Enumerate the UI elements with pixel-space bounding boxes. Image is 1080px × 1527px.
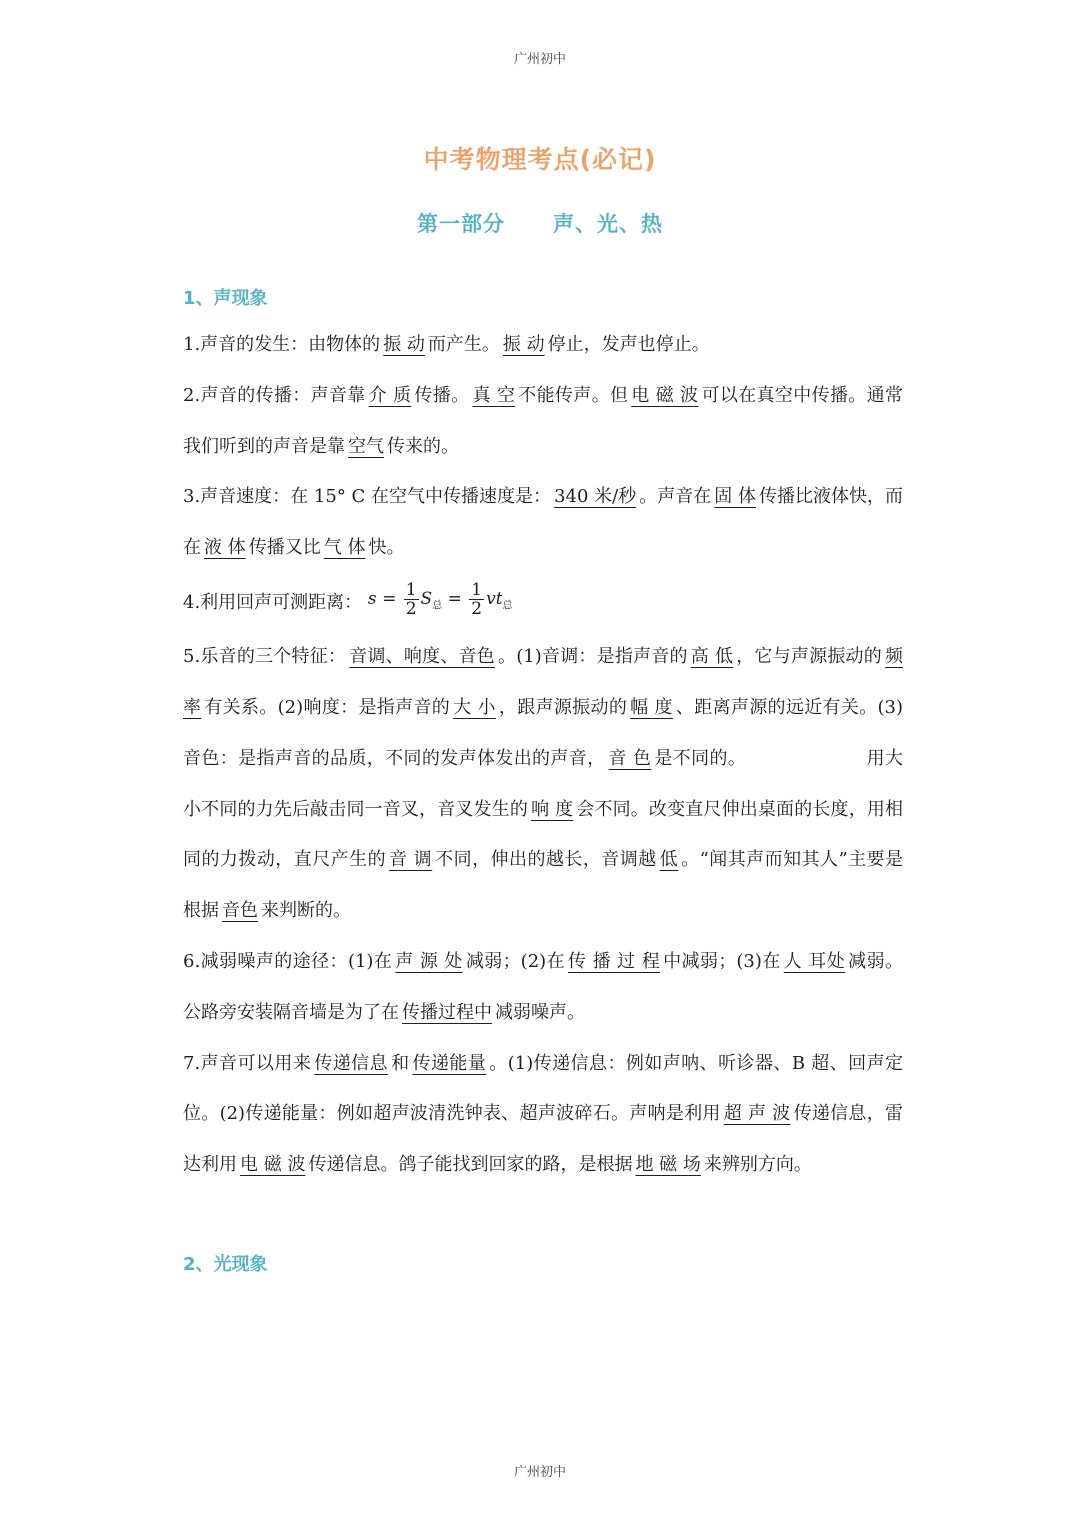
- answer-blank: 音色: [222, 900, 258, 922]
- answer-blank: 电 磁 波: [240, 1154, 306, 1176]
- item-6: [183, 937, 903, 1039]
- text: 4.利用回声可测距离：: [183, 592, 363, 614]
- page-footer: 广州初中: [513, 1465, 566, 1480]
- fraction-numerator: 1: [405, 579, 417, 600]
- formula-eq: =: [447, 588, 462, 609]
- formula-var: vt: [486, 588, 503, 609]
- text: 减弱。公路旁安装隔音墙是为了在: [183, 950, 903, 1023]
- item-3: [183, 472, 903, 574]
- text: 6.减弱噪声的途径：(1)在: [183, 950, 393, 972]
- answer-blank: 低: [659, 849, 679, 871]
- text: 。(1)传递信息：例如声呐、听诊器、B 超、回声定位。(2)传递能量：例如超声波清洗钟表、超声波碎石。声呐是利用: [183, 1052, 904, 1125]
- answer-blank: 振 动: [502, 334, 545, 355]
- text: 传来的。: [387, 435, 459, 457]
- answer-blank: 大 小: [453, 696, 496, 718]
- text: ，它与声源振动的: [736, 646, 883, 668]
- text: 传递信息，雷达利用: [183, 1103, 903, 1176]
- part-label: 第一部分: [417, 212, 505, 236]
- section-heading-sound: 1、声现象: [183, 288, 268, 309]
- page-title: 中考物理考点(必记): [423, 145, 657, 174]
- text: 会不同。改变直尺伸出桌面的长度，用相同的力拨动，直尺产生的: [183, 798, 904, 871]
- answer-blank: 音 色: [608, 747, 652, 769]
- answer-blank: 声 源 处: [395, 950, 463, 972]
- sound-content: [183, 320, 903, 1191]
- answer-blank: 响 度: [531, 798, 574, 820]
- text: 、距离声源的远近有关。(3)音色：是指声音的品质，不同的发声体发出的声音，: [183, 696, 904, 769]
- text: ，跟声源振动的: [498, 696, 628, 718]
- text: 。(1)音调：是指声音的: [498, 646, 688, 668]
- text: 。声音在: [639, 486, 712, 508]
- answer-blank: 振 动: [383, 334, 425, 355]
- text: 减弱噪声。: [495, 1001, 585, 1023]
- text: 是不同的。: [654, 747, 747, 769]
- text: 7.声音可以用来: [183, 1052, 312, 1074]
- item-1: [183, 320, 903, 371]
- formula-subscript: 总: [502, 600, 513, 612]
- fraction-numerator: 1: [471, 579, 483, 600]
- item-2: [183, 371, 903, 473]
- answer-blank: 超 声 波: [723, 1103, 791, 1125]
- formula-eq: =: [382, 588, 397, 609]
- text: 来辨别方向。: [703, 1154, 812, 1176]
- section-heading-light: 2、光现象: [183, 1254, 268, 1275]
- text: 和: [391, 1052, 410, 1074]
- text: 。“闻其声而知其人”主要是根据: [183, 849, 904, 922]
- answer-blank: 340 米/秒: [554, 486, 637, 508]
- text: 不同，伸出的越长，音调越: [435, 849, 657, 871]
- answer-blank: 液 体: [204, 537, 246, 559]
- text: 可以在真空中传播。通常我们听到的声音是靠: [183, 384, 903, 457]
- text: 中减弱；(3)在: [663, 950, 781, 972]
- text: 不能传声。但: [518, 384, 629, 406]
- text: 来判断的。: [261, 900, 351, 922]
- text: 传播又比: [248, 537, 321, 559]
- answer-blank: 介 质: [368, 384, 412, 406]
- text: 快。: [368, 537, 405, 559]
- echo-distance-formula: [368, 574, 513, 632]
- answer-blank: 地 磁 场: [635, 1154, 701, 1176]
- fraction: [469, 581, 484, 618]
- answer-blank: 高 低: [690, 646, 734, 668]
- text: 传播比液体快，而在: [183, 486, 904, 559]
- formula-var: S: [420, 588, 433, 609]
- item-7: [183, 1039, 903, 1191]
- answer-blank: 频 率: [183, 646, 904, 718]
- text: 停止，发声也停止。: [547, 334, 710, 355]
- answer-blank: 固 体: [714, 486, 756, 508]
- text: 3.声音速度：在 15° C 在空气中传播速度是：: [183, 486, 552, 508]
- text: 1.声音的发生：由物体的: [183, 334, 381, 355]
- item-4: [183, 574, 903, 632]
- text: 传递信息。鸽子能找到回家的路，是根据: [308, 1154, 633, 1176]
- part-subtitle: [0, 208, 1080, 238]
- fraction: [404, 581, 419, 618]
- fraction-denominator: 2: [405, 598, 417, 619]
- answer-blank: 传播过程中: [402, 1001, 492, 1023]
- text: 用大小不同的力先后敲击同一音叉，音叉发生的: [183, 747, 903, 820]
- page-header: 广州初中: [513, 52, 566, 67]
- formula-var: s: [367, 588, 377, 609]
- text: 传播。: [414, 384, 470, 406]
- answer-blank: 电 磁 波: [631, 384, 699, 406]
- answer-blank: 人 耳处: [783, 950, 846, 972]
- answer-blank: 气 体: [323, 537, 366, 559]
- text: 有关系。(2)响度：是指声音的: [204, 696, 451, 718]
- fraction-denominator: 2: [471, 598, 483, 619]
- answer-blank: 音调、响度、音色: [349, 646, 496, 668]
- answer-blank: 传 播 过 程: [568, 950, 661, 972]
- item-5: [183, 632, 903, 937]
- text: 5.乐音的三个特征：: [183, 646, 347, 668]
- formula-subscript: 总: [432, 600, 443, 612]
- answer-blank: 传递信息: [314, 1052, 389, 1074]
- answer-blank: 传递能量: [412, 1052, 487, 1074]
- text: 而产生。: [427, 334, 500, 355]
- part-topic: 声、光、热: [553, 212, 663, 236]
- answer-blank: 真 空: [472, 384, 516, 406]
- text: 减弱；(2)在: [465, 950, 566, 972]
- answer-blank: 音 调: [389, 849, 433, 871]
- answer-blank: 幅 度: [630, 696, 673, 718]
- text: 2.声音的传播：声音靠: [183, 384, 366, 406]
- answer-blank: 空气: [348, 435, 384, 457]
